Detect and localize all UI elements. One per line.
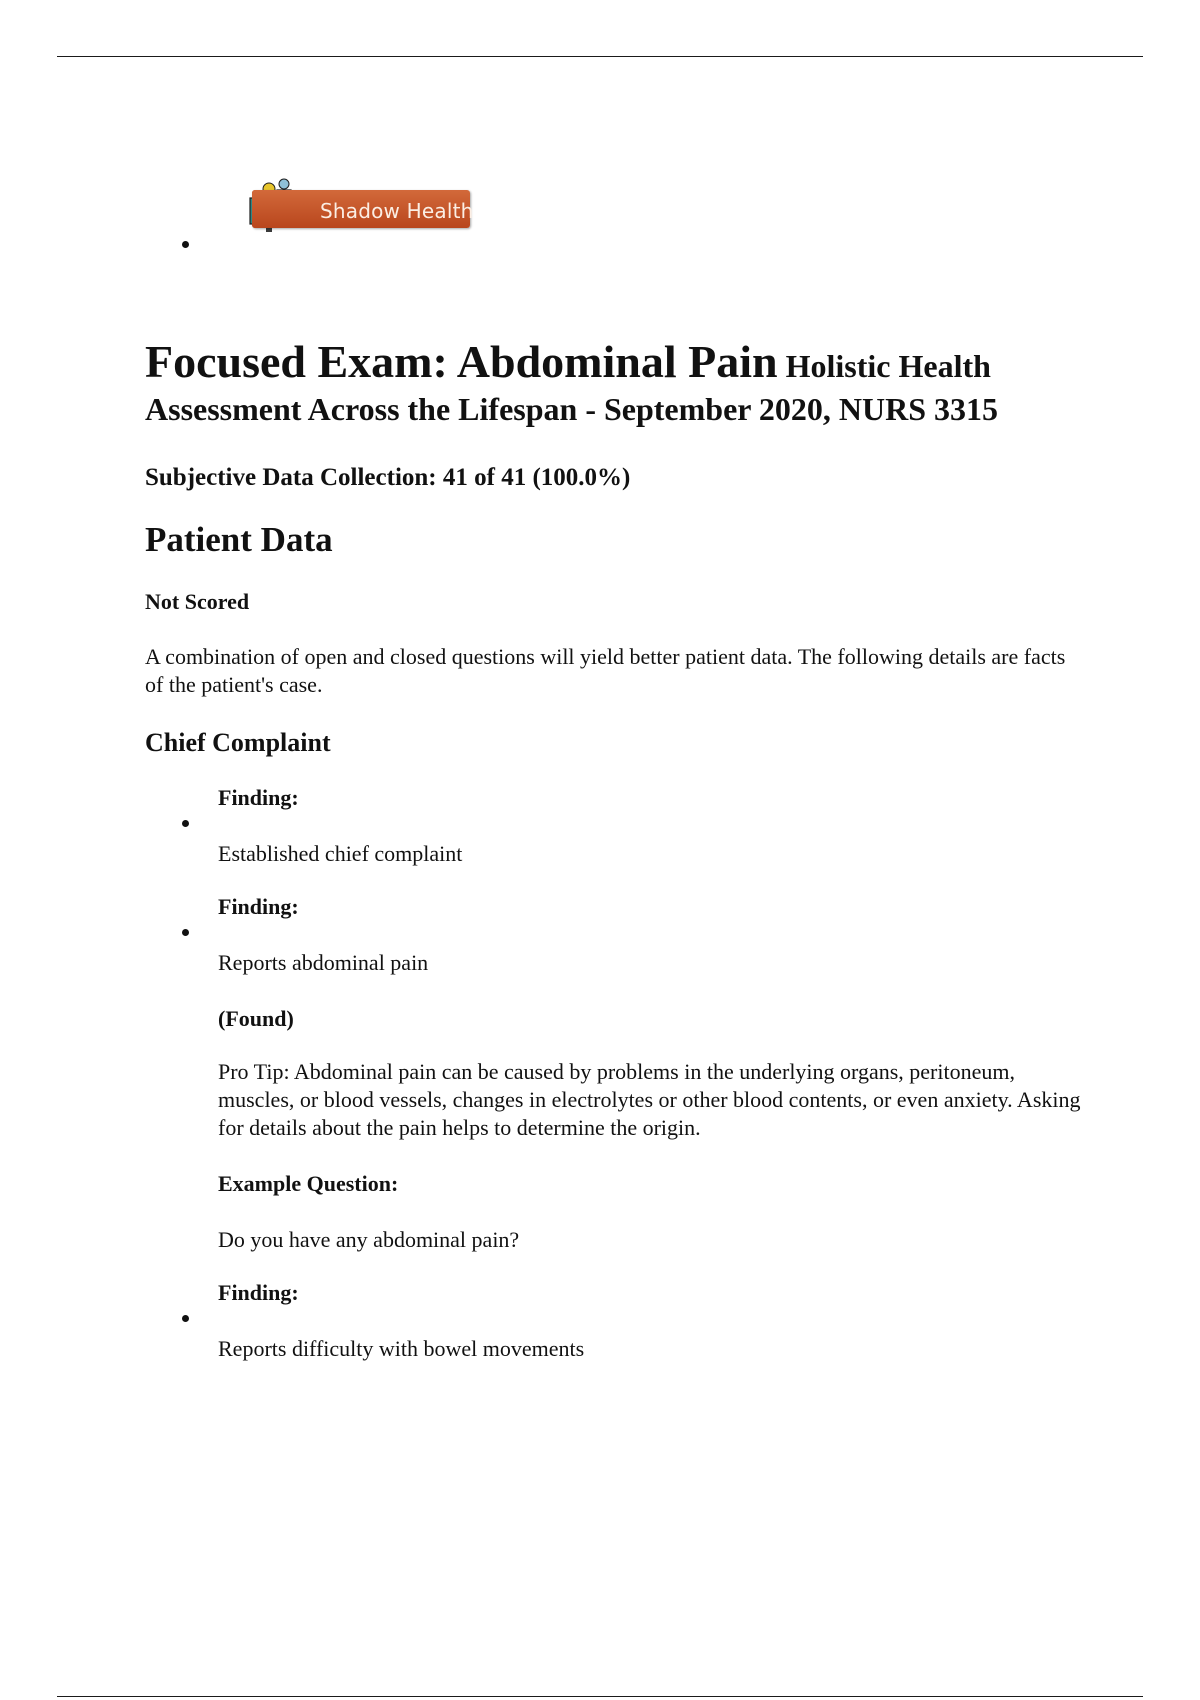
- finding-text: Reports difficulty with bowel movements: [218, 1336, 585, 1361]
- finding-label: Finding:: [218, 894, 299, 919]
- document-content: [145, 336, 1085, 1363]
- not-scored-label: Not Scored: [145, 589, 250, 614]
- bullet-icon: [182, 929, 189, 936]
- logo-bullet: [182, 241, 189, 248]
- top-rule: [57, 56, 1143, 57]
- list-item: [145, 1279, 1085, 1363]
- logo-text: Shadow Health: [320, 199, 474, 223]
- score-summary: Subjective Data Collection: 41 of 41 (100.0%): [145, 464, 631, 491]
- chief-complaint-heading: Chief Complaint: [145, 728, 331, 757]
- shadow-health-logo: [244, 178, 472, 234]
- pro-tip: Pro Tip: Abdominal pain can be caused by problems in the underlying organs, peritoneum, muscles, or blood vessels, changes in electrolytes or other blood contents, or even anxiety. Asking for details about the pain helps to determine the origin.: [218, 1059, 1081, 1140]
- bullet-icon: [182, 1315, 189, 1322]
- findings-list: [145, 784, 1085, 1363]
- finding-text: Reports abdominal pain: [218, 950, 429, 975]
- finding-text: Established chief complaint: [218, 841, 463, 866]
- list-item: [145, 893, 1085, 1254]
- bottom-rule: [57, 1696, 1143, 1697]
- example-question-label: Example Question:: [218, 1171, 399, 1196]
- finding-label: Finding:: [218, 1280, 299, 1305]
- list-item: [145, 784, 1085, 868]
- patient-data-heading: Patient Data: [145, 520, 333, 559]
- bullet-icon: [182, 820, 189, 827]
- finding-status: (Found): [218, 1006, 294, 1031]
- page-title-main: Focused Exam: Abdominal Pain: [145, 336, 778, 387]
- finding-label: Finding:: [218, 785, 299, 810]
- page-title-course: Holistic Health Assessment Across the Lifespan - September 2020, NURS 3315: [145, 348, 999, 427]
- intro-paragraph: A combination of open and closed questions will yield better patient data. The following details are facts of the patient's case.: [145, 644, 1066, 697]
- example-question: Do you have any abdominal pain?: [218, 1227, 520, 1252]
- page-title: [145, 336, 1085, 431]
